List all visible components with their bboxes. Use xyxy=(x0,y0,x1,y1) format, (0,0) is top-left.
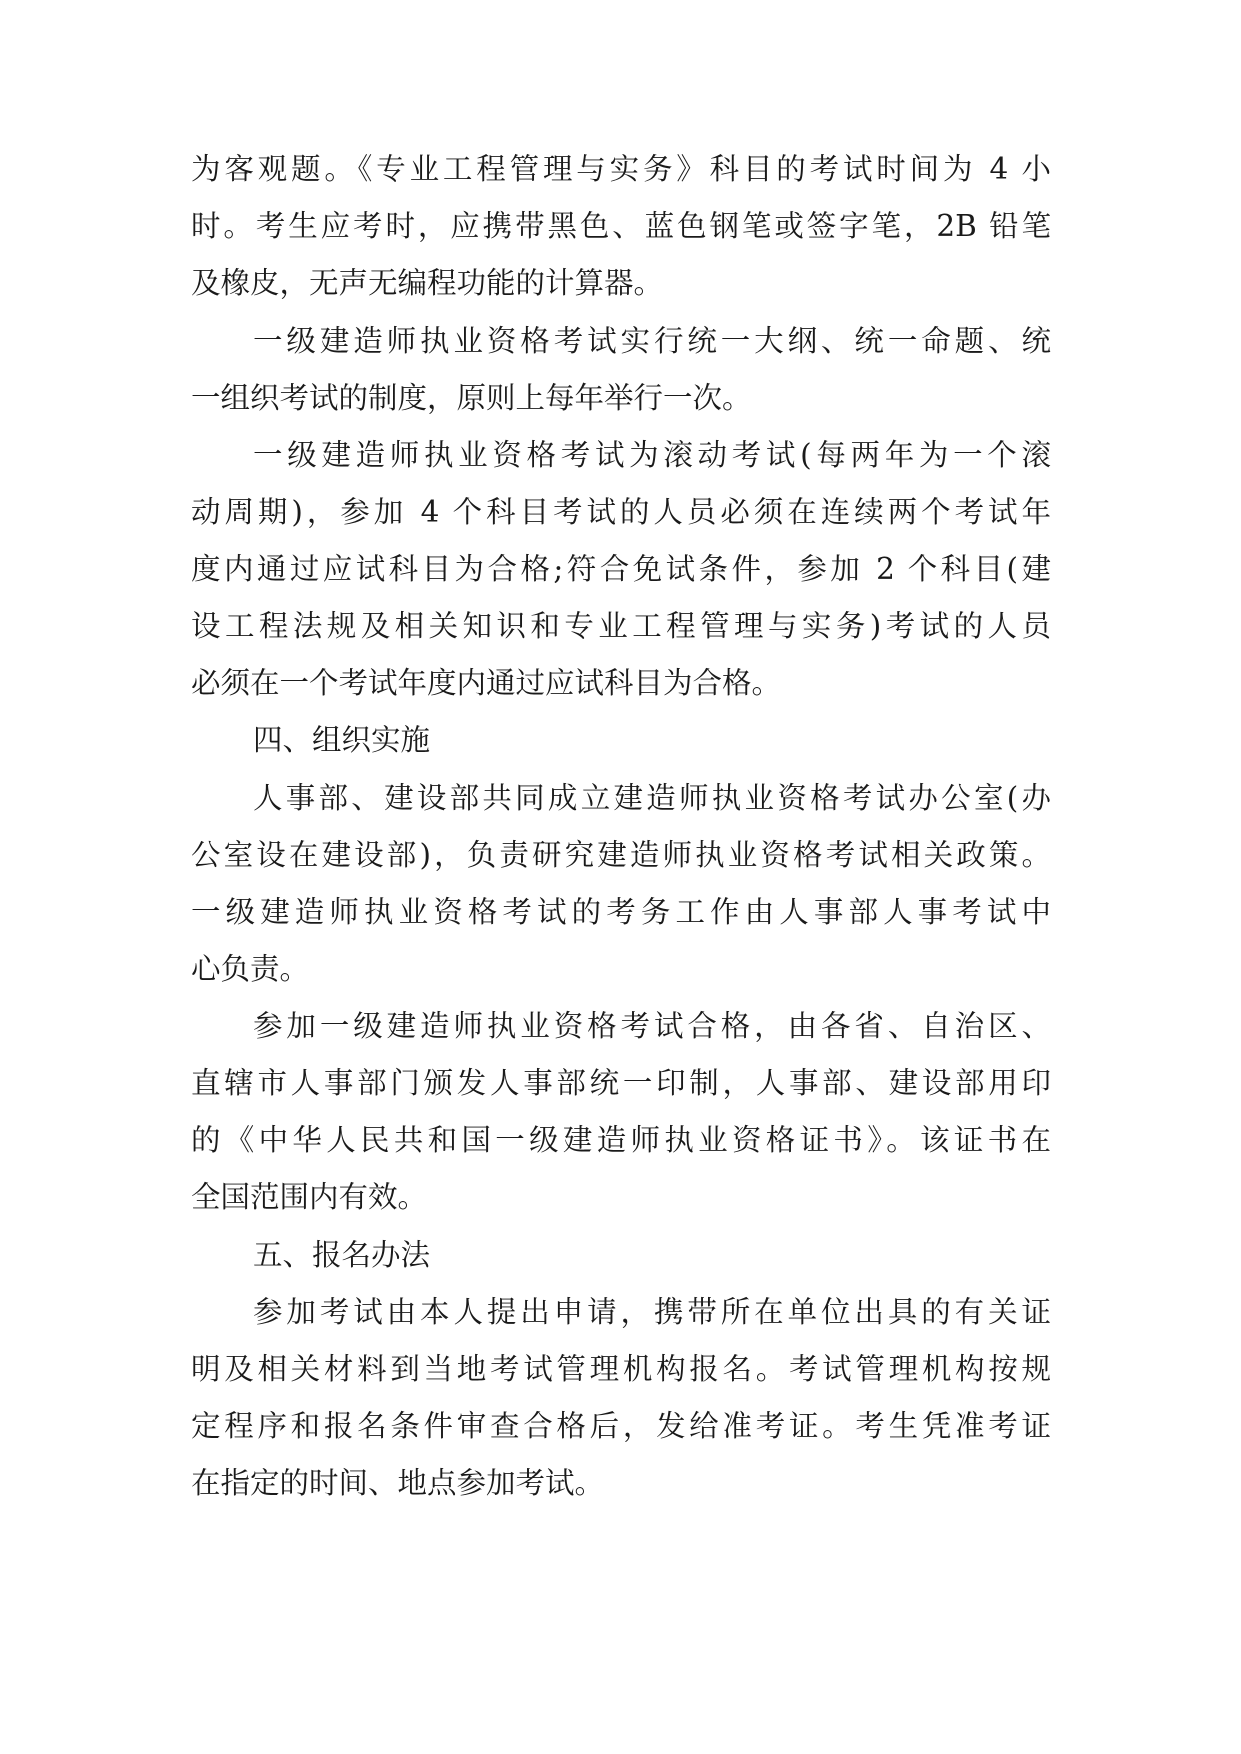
body-text-line: 为客观题。《专业工程管理与实务》科目的考试时间为 4 小 xyxy=(191,152,1051,186)
body-text-line: 设工程法规及相关知识和专业工程管理与实务)考试的人员 xyxy=(191,609,1051,643)
body-text-line: 一组织考试的制度，原则上每年举行一次。 xyxy=(191,381,752,415)
body-text-line: 时。考生应考时，应携带黑色、蓝色钢笔或签字笔，2B 铅笔 xyxy=(191,209,1051,243)
body-text-line: 必须在一个考试年度内通过应试科目为合格。 xyxy=(191,666,782,700)
body-text-line: 明及相关材料到当地考试管理机构报名。考试管理机构按规 xyxy=(191,1352,1051,1386)
paragraph-first-line: 人事部、建设部共同成立建造师执业资格考试办公室(办 xyxy=(253,781,1051,815)
section-heading: 四、组织实施 xyxy=(253,723,431,757)
paragraph-first-line: 一级建造师执业资格考试实行统一大纲、统一命题、统 xyxy=(253,324,1051,358)
paragraph-first-line: 参加考试由本人提出申请，携带所在单位出具的有关证 xyxy=(253,1295,1051,1329)
body-text-line: 心负责。 xyxy=(191,952,310,986)
paragraph-first-line: 一级建造师执业资格考试为滚动考试(每两年为一个滚 xyxy=(253,438,1051,472)
body-text-line: 一级建造师执业资格考试的考务工作由人事部人事考试中 xyxy=(191,895,1051,929)
body-text-line: 动周期)，参加 4 个科目考试的人员必须在连续两个考试年 xyxy=(191,495,1051,529)
paragraph-first-line: 参加一级建造师执业资格考试合格，由各省、自治区、 xyxy=(253,1009,1051,1043)
body-text-line: 的《中华人民共和国一级建造师执业资格证书》。该证书在 xyxy=(191,1123,1051,1157)
section-heading: 五、报名办法 xyxy=(253,1238,431,1272)
body-text-line: 直辖市人事部门颁发人事部统一印制，人事部、建设部用印 xyxy=(191,1066,1051,1100)
body-text-line: 及橡皮，无声无编程功能的计算器。 xyxy=(191,266,664,300)
body-text-line: 全国范围内有效。 xyxy=(191,1180,428,1214)
body-text-line: 定程序和报名条件审查合格后，发给准考证。考生凭准考证 xyxy=(191,1409,1051,1443)
body-text-line: 公室设在建设部)，负责研究建造师执业资格考试相关政策。 xyxy=(191,838,1051,872)
body-text-line: 度内通过应试科目为合格;符合免试条件，参加 2 个科目(建 xyxy=(191,552,1051,586)
body-text-line: 在指定的时间、地点参加考试。 xyxy=(191,1466,605,1500)
